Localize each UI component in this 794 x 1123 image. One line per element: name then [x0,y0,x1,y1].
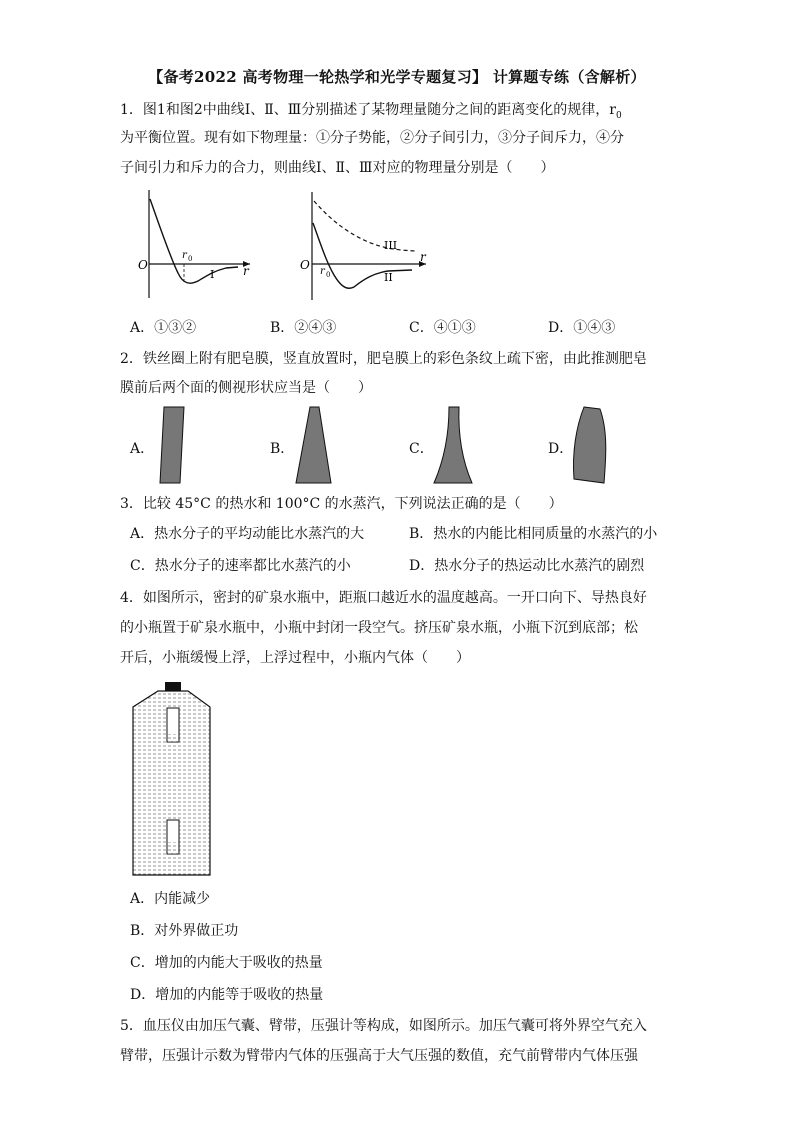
q4-option-a[interactable]: A．内能减少 [130,891,211,907]
fig2-solid-label: II [384,271,393,284]
q2-option-d[interactable]: D． [548,441,574,457]
q4-option-d[interactable]: D．增加的内能等于吸收的热量 [130,987,324,1003]
q5-line-1: 5．血压仪由加压气囊、臂带，压强计等构成，如图所示。加压气囊可将外界空气充入 [120,1018,647,1034]
q1-line-1 [120,100,622,126]
fig2-origin-label: O [300,258,310,272]
q2-option-c[interactable]: C． [409,441,434,457]
q1-r0-subscript: 0 [615,110,622,121]
page-title: 【备考2022 高考物理一轮热学和光学专题复习】 计算题专练（含解析） [148,68,646,86]
q1-line-3: 子间引力和斥力的合力，则曲线Ⅰ、Ⅱ、Ⅲ对应的物理量分别是（ ） [120,160,555,176]
q3-line: 3．比较 45°C 的热水和 100°C 的水蒸汽，下列说法正确的是（ ） [120,496,563,512]
q4-line-3: 开后，小瓶缓慢上浮，上浮过程中，小瓶内气体（ ） [120,650,470,666]
q1-figure-2 [288,187,433,307]
q1-option-d[interactable]: D．①④③ [548,320,616,336]
q5-line-2: 臂带，压强计示数为臂带内气体的压强高于大气压强的数值，充气前臂带内气体压强 [120,1048,638,1064]
q1-option-c[interactable]: C．④①③ [409,320,476,336]
small-vial-bottom-water [167,842,179,854]
small-vial-top-water [167,734,179,742]
q2-shape-b [293,405,337,485]
q4-option-c[interactable]: C．增加的内能大于吸收的热量 [130,955,323,971]
bottle-cap [165,682,181,691]
q4-line-2: 的小瓶置于矿泉水瓶中，小瓶中封闭一段空气。挤压矿泉水瓶，小瓶下沉到底部；松 [120,620,638,636]
q4-bottle-figure [128,680,218,880]
q1-option-a[interactable]: A．①③② [130,320,197,336]
fig2-curve-III [314,201,416,251]
fig2-dashed-label: III [384,239,398,252]
q2-shape-c [430,405,474,485]
fig1-axis-label: r [243,264,249,278]
q2-shape-a [156,405,192,485]
q3-option-b[interactable]: B．热水的内能比相同质量的水蒸汽的小 [409,526,658,542]
q3-option-a[interactable]: A．热水分子的平均动能比水蒸汽的大 [130,526,365,542]
fig1-r0-label: r [182,250,187,261]
q1-line-1-text: 1．图1和图2中曲线Ⅰ、Ⅱ、Ⅲ分别描述了某物理量随分之间的距离变化的规律，r [120,102,616,118]
fig2-axis-label: r [420,250,426,264]
fig1-curve-I [150,199,238,283]
fig2-r0-label: r [320,266,325,277]
fig1-curve-label: I [210,268,215,281]
q1-option-b[interactable]: B．②④③ [270,320,337,336]
q3-option-c[interactable]: C．热水分子的速率都比水蒸汽的小 [130,558,351,574]
q1-line-2: 为平衡位置。现有如下物理量：①分子势能，②分子间引力，③分子间斥力，④分 [120,130,624,146]
q2-shape-d [570,403,610,485]
fig2-r0-sub: 0 [326,271,331,279]
fig1-origin-label: O [138,258,148,272]
q2-line-2: 膜前后两个面的侧视形状应当是（ ） [120,380,372,396]
q2-option-a[interactable]: A． [130,441,155,457]
q4-option-b[interactable]: B．对外界做正功 [130,923,239,939]
q1-figure-1 [126,185,261,305]
q2-line-1: 2．铁丝圈上附有肥皂膜，竖直放置时，肥皂膜上的彩色条纹上疏下密，由此推测肥皂 [120,351,647,367]
fig1-r0-sub: 0 [188,255,193,263]
q4-line-1: 4．如图所示，密封的矿泉水瓶中，距瓶口越近水的温度越高。一开口向下、导热良好 [120,590,647,606]
q2-option-b[interactable]: B． [270,441,295,457]
q3-option-d[interactable]: D．热水分子的热运动比水蒸汽的剧烈 [409,558,645,574]
